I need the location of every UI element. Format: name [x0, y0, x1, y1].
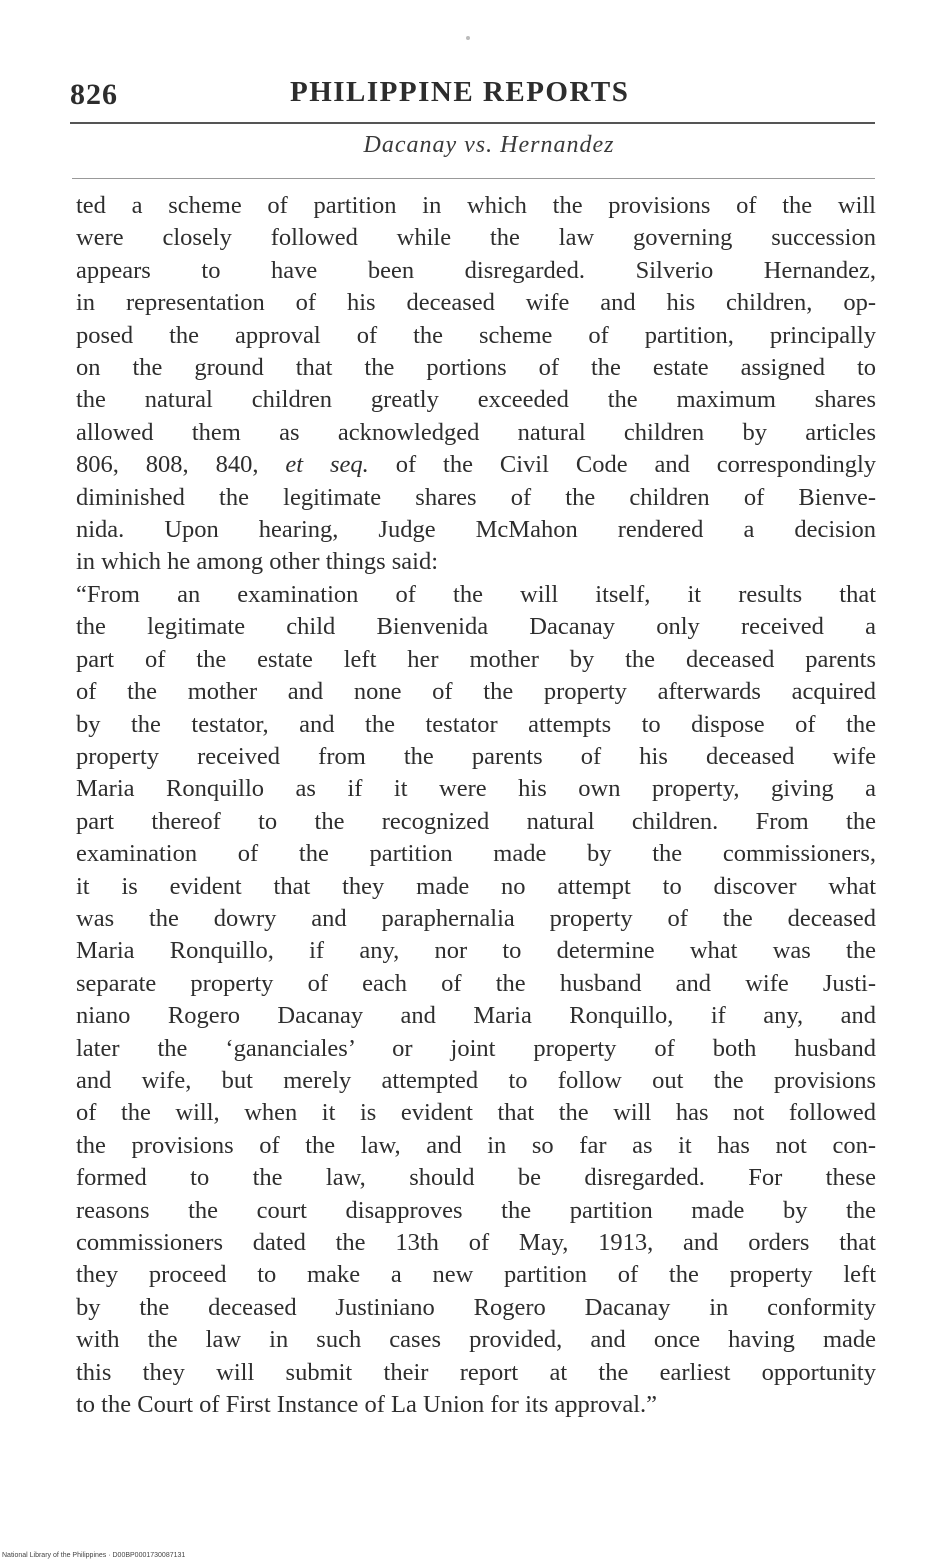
text-line: Maria Ronquillo as if it were his own property, giving a: [76, 775, 876, 803]
text-line: the natural children greatly exceeded the maximum shares: [76, 386, 876, 414]
page-number: 826: [70, 78, 118, 111]
text-line: property received from the parents of his deceased wife: [76, 742, 876, 770]
text-line: 806, 808, 840, et seq. of the Civil Code and correspondingly: [76, 451, 877, 479]
text-line: niano Rogero Dacanay and Maria Ronquillo, if any, and: [76, 1002, 876, 1030]
text-line: by the testator, and the testator attempts to dispose of the: [76, 710, 876, 738]
text-line: Maria Ronquillo, if any, nor to determine what was the: [76, 937, 876, 965]
text-line: were closely followed while the law governing succession: [76, 224, 876, 252]
text-line: to the Court of First Instance of La Union for its approval.”: [76, 1391, 658, 1419]
case-title: Dacanay vs. Hernandez: [363, 132, 615, 158]
text-line: diminished the legitimate shares of the children of Bienve-: [76, 483, 876, 511]
text-line: this they will submit their report at the earliest opportunity: [76, 1358, 876, 1386]
text-line: part thereof to the recognized natural children. From the: [76, 807, 876, 835]
text-line: by the deceased Justiniano Rogero Dacanay in conformity: [76, 1293, 876, 1321]
running-head: PHILIPPINE REPORTS: [290, 76, 630, 108]
footer-credit: National Library of the Philippines · D00BP0001730087131: [2, 1552, 186, 1559]
text-line: of the will, when it is evident that the will has not followed: [76, 1099, 876, 1127]
text-line: appears to have been disregarded. Silverio Hernandez,: [76, 256, 876, 284]
scan-speck: [466, 36, 470, 40]
text-line: of the mother and none of the property afterwards acquired: [76, 678, 876, 706]
text-line: was the dowry and paraphernalia property of the deceased: [76, 904, 876, 932]
text-line: and wife, but merely attempted to follow out the provisions: [76, 1066, 876, 1094]
text-line: separate property of each of the husband and wife Justi-: [76, 969, 876, 997]
text-line: the legitimate child Bienvenida Dacanay only received a: [76, 613, 876, 641]
text-line: formed to the law, should be disregarded. For these: [76, 1164, 876, 1192]
header-rule: [70, 122, 875, 124]
text-line: allowed them as acknowledged natural children by articles: [76, 418, 876, 446]
text-line: in representation of his deceased wife and his children, op-: [76, 289, 876, 317]
text-line: it is evident that they made no attempt to discover what: [76, 872, 876, 900]
text-line: on the ground that the portions of the estate assigned to: [76, 354, 876, 382]
text-line: they proceed to make a new partition of the property left: [76, 1261, 876, 1289]
case-title-rule: [72, 178, 875, 179]
text-line: posed the approval of the scheme of partition, principally: [76, 321, 876, 349]
text-line: commissioners dated the 13th of May, 1913, and orders that: [76, 1229, 876, 1256]
text-line: reasons the court disapproves the partition made by the: [76, 1196, 876, 1224]
text-line: ted a scheme of partition in which the provisions of the will: [76, 192, 876, 219]
text-line: in which he among other things said:: [76, 548, 438, 576]
text-line: part of the estate left her mother by the deceased parents: [76, 645, 876, 673]
text-line: with the law in such cases provided, and once having made: [76, 1326, 876, 1354]
body-text: [76, 190, 876, 1421]
text-line: nida. Upon hearing, Judge McMahon rendered a decision: [76, 516, 876, 544]
text-line: examination of the partition made by the commissioners,: [76, 840, 876, 868]
text-line: “From an examination of the will itself, it results that: [76, 580, 876, 608]
text-line: later the ‘gananciales’ or joint property of both husband: [76, 1034, 876, 1062]
text-line: the provisions of the law, and in so far as it has not con-: [76, 1131, 876, 1159]
